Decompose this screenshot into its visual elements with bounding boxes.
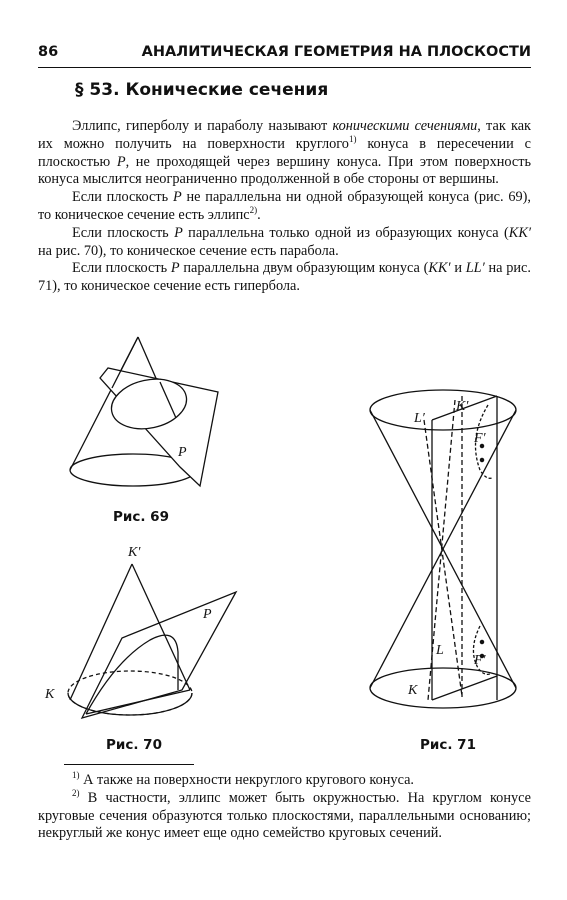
- term-conic-sections: коническими сечениями: [332, 118, 478, 134]
- figure-69-caption: Рис. 69: [113, 509, 169, 525]
- fig70-label-K: K: [45, 687, 55, 702]
- footnote-ref-2: 2): [249, 205, 258, 216]
- figure-70-caption: Рис. 70: [106, 737, 162, 753]
- fig71-label-L: L: [436, 643, 444, 658]
- paragraph-4: Если плоскость P параллельна двум образующим конуса (KK′ и LL′ на рис. 71), то коническое сечение есть гипербола.: [38, 260, 531, 295]
- section-title: § 53. Конические сечения: [75, 80, 329, 100]
- running-title: АНАЛИТИЧЕСКАЯ ГЕОМЕТРИЯ НА ПЛОСКОСТИ: [141, 44, 531, 60]
- fig70-label-P: P: [203, 607, 212, 622]
- paragraph-3: Если плоскость P параллельна только одной из образующих конуса (KK′ на рис. 70), то коническое сечение есть парабола.: [38, 224, 531, 259]
- figure-71-caption: Рис. 71: [420, 737, 476, 753]
- figures: [0, 320, 567, 760]
- fig71-label-K: K: [408, 683, 418, 698]
- figure-71-diagram: [370, 390, 516, 708]
- footnote-rule: [64, 764, 194, 765]
- fig71-label-F-prime-top: F′: [474, 431, 486, 446]
- fig71-label-F-prime-bottom: F′: [474, 653, 486, 668]
- footnotes: [38, 772, 531, 843]
- paragraph-2: Если плоскость P не параллельна ни одной образующей конуса (рис. 69), то коническое сечение есть эллипс$^{2)}$.: [38, 189, 531, 223]
- footnote-2: $^{2)}$ В частности, эллипс может быть окружностью. На круглом конусе круговые сечения образуются только плоскостями, параллельными основанию; некруглый же конус имеет еще одно семейство круговых сечений.: [38, 788, 531, 842]
- fig71-label-L-prime: L′: [414, 411, 425, 426]
- fig70-label-K-prime: K′: [128, 545, 141, 560]
- footnote-ref-1: 1): [348, 134, 357, 145]
- fig71-label-K-prime: K′: [456, 399, 469, 414]
- paragraph-1: Эллипс, гиперболу и параболу называют коническими сечениями, так как их можно получить на поверхности круглого$^{1)}$ конуса в пересечении с плоскостью P, не проходящей через вершину конуса. При этом поверхность конуса мыслится неограниченно продолженной в обе стороны от вершины.: [38, 118, 531, 188]
- footnote-1: $^{1)}$ А также на поверхности некруглого кругового конуса.: [72, 770, 415, 788]
- figure-69-diagram: [70, 337, 218, 486]
- fig69-label-P: P: [178, 445, 187, 460]
- body-text: [38, 118, 531, 296]
- running-header: [38, 43, 531, 68]
- page-number: 86: [38, 44, 59, 60]
- figure-70-diagram: [68, 564, 236, 718]
